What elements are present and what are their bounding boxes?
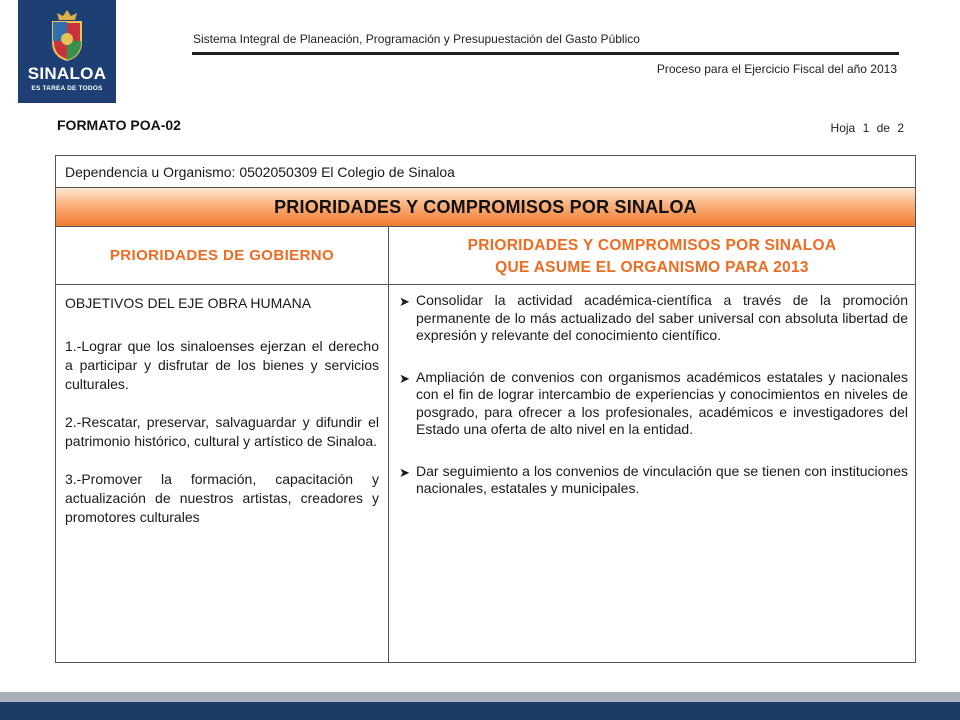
sheet-current: 1 (862, 121, 870, 135)
system-title: Sistema Integral de Planeación, Programación y Presupuestación del Gasto Público (193, 32, 640, 46)
commitment-text: Dar seguimiento a los convenios de vinculación que se tienen con instituciones nacionales, estatales y municipales. (416, 462, 908, 496)
dependency-row: Dependencia u Organismo: 0502050309 El Colegio de Sinaloa (56, 156, 915, 188)
commitment-item (399, 369, 908, 439)
logo-tagline: ES TAREA DE TODOS (31, 85, 103, 92)
sheet-separator: de (876, 121, 890, 135)
footer-band-dark (0, 702, 960, 720)
objective-item: 2.-Rescatar, preservar, salvaguardar y difundir el patrimonio histórico, cultural y artístico de Sinaloa. (65, 414, 379, 449)
banner-title: PRIORIDADES Y COMPROMISOS POR SINALOA (56, 188, 915, 227)
commitment-text: Consolidar la actividad académica-científica a través de la promoción permanente de lo más actualizado del saber universal con absoluta libertad de expresión y relevante del conocimiento científico. (416, 292, 908, 343)
arrow-bullet-icon: ➤ (399, 294, 410, 309)
sheet-prefix: Hoja (830, 121, 856, 135)
sheet-indicator (831, 121, 904, 135)
arrow-bullet-icon: ➤ (399, 370, 410, 386)
header-divider (192, 52, 899, 55)
priorities-table (55, 155, 916, 663)
government-objectives-cell (56, 285, 389, 662)
col-header-commitments-line1: PRIORIDADES Y COMPROMISOS POR SINALOA (467, 237, 837, 254)
sheet-total: 2 (897, 121, 904, 135)
objective-item: 3.-Promover la formación, capacitación y actualización de nuestros artistas, creadores y promotores culturales (65, 471, 379, 525)
col-header-government: PRIORIDADES DE GOBIERNO (56, 227, 389, 285)
commitments-cell (389, 285, 915, 662)
commitment-text: Ampliación de convenios con organismos académicos estatales y nacionales con el fin de lograr intercambio de experiencias y conocimientos en niveles de posgrado, para ofrecer a los profesionales, académicos e investigadores del Estado una oferta de alto nivel en la entidad. (416, 368, 908, 437)
objective-item: 1.-Lograr que los sinaloenses ejerzan el derecho a participar y disfrutar de los bienes y servicios culturales. (65, 338, 379, 392)
col-header-commitments-line2: QUE ASUME EL ORGANISMO PARA 2013 (495, 259, 809, 276)
format-label: FORMATO POA-02 (57, 117, 181, 133)
objective-heading: OBJETIVOS DEL EJE OBRA HUMANA (65, 295, 312, 311)
commitment-item (399, 292, 908, 345)
sinaloa-logo (18, 0, 116, 103)
logo-brand: SINALOA (27, 64, 107, 83)
footer-band-light (0, 692, 960, 702)
commitment-item (399, 463, 908, 498)
coat-of-arms-icon (47, 8, 87, 62)
process-label: Proceso para el Ejercicio Fiscal del año 2013 (656, 62, 897, 76)
col-header-commitments (389, 227, 915, 285)
arrow-bullet-icon: ➤ (399, 464, 410, 480)
